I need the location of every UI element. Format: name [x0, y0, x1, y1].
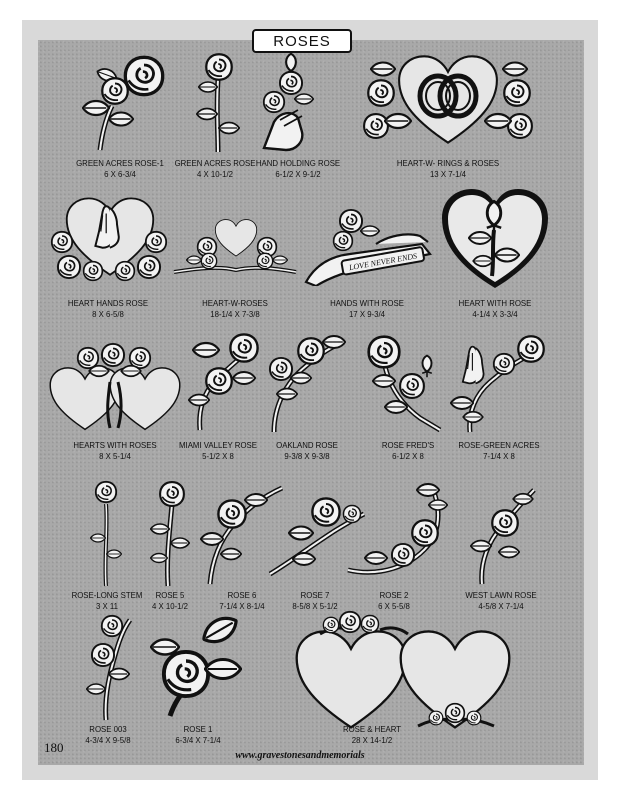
item-size: 3 X 11 [95, 601, 119, 611]
item-size: 13 X 7-1/4 [429, 169, 467, 179]
item-name: ROSE-LONG STEM [71, 590, 143, 600]
emblem-oakland-rose [266, 332, 348, 436]
item-size: 8-5/8 X 5-1/2 [292, 601, 338, 611]
item-size: 6-3/4 X 7-1/4 [175, 735, 221, 745]
item-name: ROSE 7 [300, 590, 330, 600]
item-name: GREEN ACRES ROSE-1 [76, 158, 164, 168]
label-rose-1 [147, 724, 248, 746]
label-west-lawn-rose [450, 590, 551, 612]
website-url[interactable]: www.gravestonesandmemorials [235, 750, 365, 761]
item-size: 8 X 6-5/8 [92, 309, 124, 319]
item-size: 7-1/4 X 8-1/4 [219, 601, 265, 611]
emblem-rose-003 [86, 612, 136, 722]
emblem-miami-valley-rose [188, 330, 264, 434]
item-name: MIAMI VALLEY ROSE [179, 440, 257, 450]
label-heart-hands-rose [57, 298, 158, 320]
item-name: HEARTS WITH ROSES [73, 440, 157, 450]
item-name: ROSE 2 [379, 590, 409, 600]
emblem-rose-green-acres [450, 332, 550, 436]
item-name: HEART HANDS ROSE [67, 298, 149, 308]
emblem-heart-w-roses [170, 214, 300, 278]
item-size: 7-1/4 X 8 [483, 451, 515, 461]
emblem-heart-hands-rose [48, 190, 170, 294]
item-name: OAKLAND ROSE [276, 440, 338, 450]
item-name: HAND HOLDING ROSE [255, 158, 341, 168]
label-rose-and-heart [321, 724, 422, 746]
item-size: 4 X 10-1/2 [196, 169, 234, 179]
emblem-west-lawn-rose [468, 482, 538, 586]
emblem-rose-and-heart [290, 610, 518, 734]
item-size: 18-1/4 X 7-3/8 [210, 309, 260, 319]
emblem-rose-5 [150, 478, 190, 588]
item-name: ROSE FRED'S [381, 440, 435, 450]
label-hand-holding-rose [247, 158, 348, 180]
label-hearts-with-roses [64, 440, 165, 462]
label-miami-valley-rose [167, 440, 268, 462]
label-heart-w-roses [184, 298, 285, 320]
item-size: 6-1/2 X 8 [392, 451, 424, 461]
item-size: 6-1/2 X 9-1/2 [275, 169, 321, 179]
banner-text: LOVE NEVER ENDS [348, 251, 418, 273]
item-name: HANDS WITH ROSE [330, 298, 404, 308]
item-size: 4-5/8 X 7-1/4 [478, 601, 524, 611]
page-title-text: ROSES [273, 32, 331, 50]
label-oakland-rose [256, 440, 357, 462]
item-name: ROSE 003 [89, 724, 127, 734]
label-hands-with-rose [316, 298, 417, 320]
item-size: 8 X 5-1/4 [99, 451, 131, 461]
item-name: WEST LAWN ROSE [465, 590, 537, 600]
label-rose-2 [343, 590, 444, 612]
item-name: ROSE & HEART [342, 724, 402, 734]
item-size: 28 X 14-1/2 [351, 735, 393, 745]
label-rose-green-acres [448, 440, 549, 462]
emblem-hearts-with-roses [48, 342, 182, 436]
label-rose-freds [357, 440, 458, 462]
item-size: 4 X 10-1/2 [151, 601, 189, 611]
emblem-rose-1 [150, 612, 246, 720]
page-number: 180 [44, 740, 64, 755]
emblem-rose-freds [364, 332, 448, 436]
emblem-hands-with-rose [302, 206, 436, 286]
emblem-green-acres-rose [196, 50, 242, 154]
item-name: ROSE 5 [155, 590, 185, 600]
item-name: HEART-W- RINGS & ROSES [396, 158, 500, 168]
item-name: HEART-W-ROSES [202, 298, 268, 308]
emblem-hand-holding-rose [258, 52, 318, 154]
item-size: 9-3/8 X 9-3/8 [284, 451, 330, 461]
item-size: 5-1/2 X 8 [202, 451, 234, 461]
emblem-heart-with-rose [438, 186, 552, 292]
emblem-rose-2 [344, 480, 450, 584]
emblem-rose-long-stem [90, 478, 124, 588]
item-name: ROSE-GREEN ACRES [458, 440, 540, 450]
item-name: ROSE 1 [183, 724, 213, 734]
item-name: HEART WITH ROSE [458, 298, 532, 308]
item-size: 6 X 6-3/4 [104, 169, 136, 179]
item-size: 17 X 9-3/4 [348, 309, 386, 319]
emblem-heart-rings-roses [362, 50, 534, 154]
item-size: 4-1/4 X 3-3/4 [472, 309, 518, 319]
label-rose-003 [57, 724, 158, 746]
emblem-green-acres-rose-1 [78, 54, 170, 154]
item-size: 4-3/4 X 9-5/8 [85, 735, 131, 745]
item-size: 6 X 5-5/8 [378, 601, 410, 611]
item-name: ROSE 6 [227, 590, 257, 600]
label-heart-with-rose [444, 298, 545, 320]
item-name: GREEN ACRES ROSE [174, 158, 256, 168]
label-green-acres-rose-1 [65, 158, 175, 180]
page-title [252, 29, 352, 53]
label-heart-rings-roses [388, 158, 508, 180]
